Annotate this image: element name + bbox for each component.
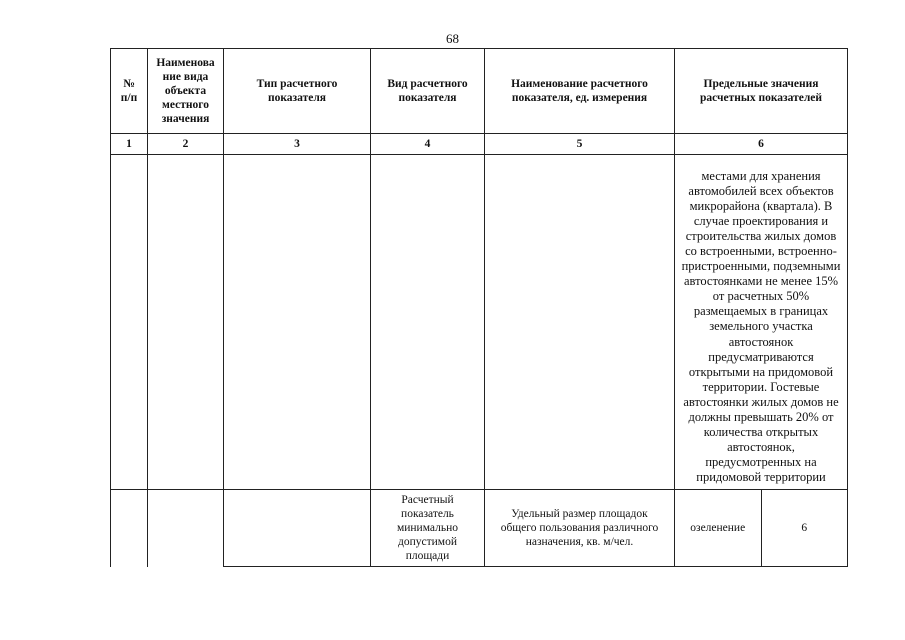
header-indicator-kind: Вид расчетного показателя (371, 49, 485, 134)
header-indicator-name: Наименование расчетного показателя, ед. измерения (485, 49, 675, 134)
header-number: № п/п (111, 49, 148, 134)
column-number: 4 (371, 134, 485, 155)
empty-cell (148, 490, 224, 567)
value-number: 6 (761, 490, 848, 566)
column-number: 1 (111, 134, 148, 155)
header-limit-values: Предельные значения расчетных показателей (675, 49, 848, 134)
empty-cell (111, 490, 148, 567)
value-label: озеленение (690, 522, 746, 534)
column-number: 2 (148, 134, 224, 155)
indicators-table (110, 48, 848, 567)
table-row (111, 490, 848, 567)
column-number-row (111, 134, 848, 155)
empty-cell (224, 490, 371, 567)
table-row (111, 155, 848, 490)
indicator-name-cell: Удельный размер площадок общего пользования различного назначения, кв. м/чел. (485, 490, 675, 567)
continued-limit-text: местами для хранения автомобилей всех объектов микрорайона (квартала). В случае проектирования и строительства жилых домов со встроенными, встроенно- пристроенными, подземными автостоянками не менее 15% от расчетных 50% размещаемых в границах земельного участка автостоянок предусматриваются открытыми на придомовой территории. Гостевые автостоянки жилых домов не должны превышать 20% от количества открытых автостоянок, предусмотренных на придомовой территории (675, 155, 848, 490)
empty-cell (485, 155, 675, 490)
empty-cell (371, 155, 485, 490)
empty-cell (111, 155, 148, 490)
column-number: 3 (224, 134, 371, 155)
indicator-kind-cell: Расчетный показатель минимально допустимой площади (371, 490, 485, 567)
header-object-type: Наименова ние вида объекта местного значения (148, 49, 224, 134)
empty-cell (224, 155, 371, 490)
column-number: 5 (485, 134, 675, 155)
limit-value-cell (675, 490, 848, 567)
table-header-row (111, 49, 848, 134)
column-number: 6 (675, 134, 848, 155)
header-indicator-type: Тип расчетного показателя (224, 49, 371, 134)
page-number: 68 (446, 31, 459, 46)
empty-cell (148, 155, 224, 490)
